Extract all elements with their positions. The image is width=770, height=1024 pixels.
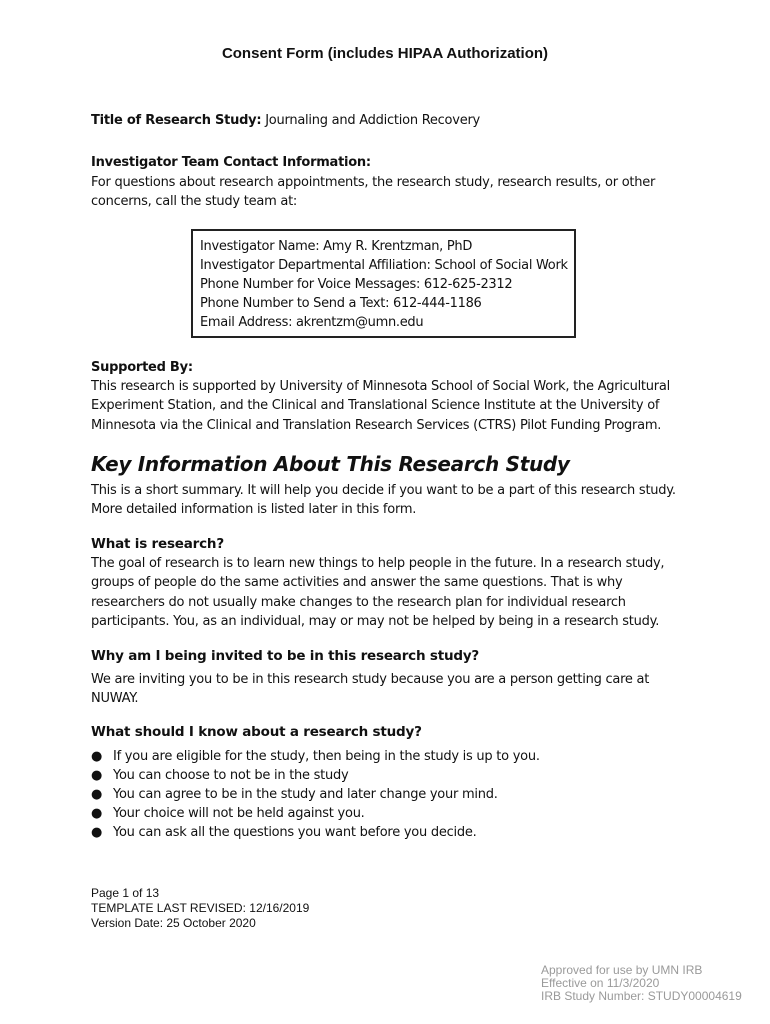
study-title-value: Journaling and Addiction Recovery bbox=[265, 113, 480, 128]
irb-approved: Approved for use by UMN IRB bbox=[541, 963, 703, 977]
what-to-know-list bbox=[91, 747, 691, 842]
why-invited-heading: Why am I being invited to be in this research study? bbox=[91, 648, 480, 664]
template-revised: TEMPLATE LAST REVISED: 12/16/2019 bbox=[91, 901, 310, 915]
contact-intro: For questions about research appointments, the research study, research results, or other concerns, call the study team at: bbox=[91, 175, 656, 210]
irb-effective: Effective on 11/3/2020 bbox=[541, 976, 660, 990]
irb-approval-stamp bbox=[541, 964, 742, 1003]
bullet-icon: ● bbox=[91, 787, 103, 802]
what-to-know-heading: What should I know about a research study? bbox=[91, 724, 422, 740]
bullet-icon: ● bbox=[91, 825, 103, 840]
supported-heading: Supported By: bbox=[91, 360, 193, 375]
voice-phone: Phone Number for Voice Messages: 612-625-2312 bbox=[200, 277, 513, 292]
bullet-icon: ● bbox=[91, 806, 103, 821]
form-title: Consent Form (includes HIPAA Authorization) bbox=[221, 45, 549, 62]
why-invited-text: We are inviting you to be in this research study because you are a person getting care at NUWAY. bbox=[91, 672, 650, 707]
investigator-affiliation: Investigator Departmental Affiliation: School of Social Work bbox=[200, 258, 568, 273]
key-info-heading: Key Information About This Research Study bbox=[91, 452, 570, 476]
study-title-label: Title of Research Study: bbox=[91, 113, 262, 128]
page-number: Page 1 of 13 bbox=[91, 886, 160, 900]
text-phone: Phone Number to Send a Text: 612-444-1186 bbox=[200, 296, 482, 311]
list-item: ● If you are eligible for the study, then being in the study is up to you. bbox=[91, 749, 540, 764]
irb-study-number: IRB Study Number: STUDY00004619 bbox=[541, 989, 742, 1003]
contact-heading: Investigator Team Contact Information: bbox=[91, 155, 371, 170]
what-is-research-text: The goal of research is to learn new things to help people in the future. In a research study, groups of people do the same activities and answer the same questions. That is why researchers do not usually make changes to the research plan for individual research participants. You, as an individual, may or may not be helped by being in a research study. bbox=[91, 556, 665, 630]
list-item: ● You can ask all the questions you want before you decide. bbox=[91, 825, 477, 840]
list-item: ● You can agree to be in the study and later change your mind. bbox=[91, 787, 498, 802]
study-title-line bbox=[91, 111, 691, 130]
bullet-icon: ● bbox=[91, 749, 103, 764]
contact-box bbox=[191, 229, 576, 338]
page-footer bbox=[91, 886, 309, 931]
version-date: Version Date: 25 October 2020 bbox=[91, 916, 256, 930]
supported-text: This research is supported by University of Minnesota School of Social Work, the Agricultural Experiment Station, and the Clinical and Translational Science Institute at the University of Minnesota via the Clinical and Translation Research Services (CTRS) Pilot Funding Program. bbox=[91, 379, 670, 433]
what-is-research-heading: What is research? bbox=[91, 536, 224, 552]
email-address: Email Address: akrentzm@umn.edu bbox=[200, 315, 424, 330]
key-info-intro: This is a short summary. It will help you decide if you want to be a part of this research study. More detailed information is listed later in this form. bbox=[91, 483, 676, 518]
bullet-icon: ● bbox=[91, 768, 103, 783]
list-item: ● You can choose to not be in the study bbox=[91, 768, 349, 783]
list-item: ● Your choice will not be held against you. bbox=[91, 806, 365, 821]
investigator-name: Investigator Name: Amy R. Krentzman, PhD bbox=[200, 239, 473, 254]
